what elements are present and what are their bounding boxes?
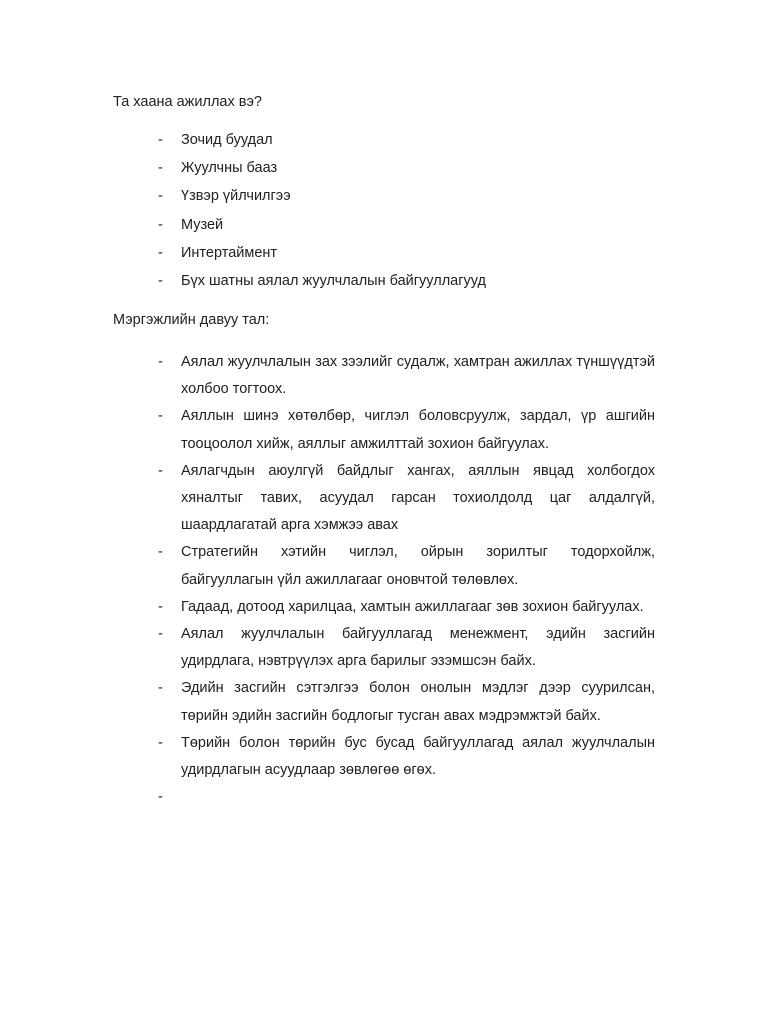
- bullet-dash: -: [158, 544, 163, 561]
- list-item-text: Аялагчдын аюулгүй байдлыг хангах, аяллын явцад холбогдох хяналтыг тавих, асуудал гарсан тохиолдолд цаг алдалгүй, шаардлагатай арга хэмжээ авах: [181, 462, 655, 534]
- list-item-text: Интертаймент: [181, 244, 278, 261]
- bullet-dash: -: [158, 244, 163, 261]
- list-item: [0, 458, 768, 540]
- bullet-dash: -: [158, 216, 163, 233]
- list-item-text: Жуулчны бааз: [181, 160, 278, 177]
- bullet-dash: -: [158, 354, 163, 370]
- list-item: [0, 675, 768, 729]
- list-item-text: Зочид буудал: [181, 132, 273, 148]
- list-item: [0, 186, 768, 214]
- list-item-text: Аялал жуулчлалын зах зээлийг судалж, хамтран ажиллах түншүүдтэй холбоо тогтоох.: [181, 354, 655, 398]
- bullet-dash: -: [158, 789, 163, 806]
- workplaces-list: [0, 130, 768, 299]
- section-heading-advantages: Мэргэжлийн давуу тал:: [113, 312, 270, 328]
- section-heading-workplaces: Та хаана ажиллах вэ?: [113, 94, 262, 110]
- bullet-dash: -: [158, 160, 163, 177]
- list-item: [0, 403, 768, 457]
- list-item-text: Бүх шатны аялал жуулчлалын байгууллагууд: [181, 272, 486, 289]
- list-item: [0, 349, 768, 403]
- list-item-text: Аялал жуулчлалын байгууллагад менежмент, эдийн засгийн удирдлага, нэвтрүүлэх арга барилыг эзэмшсэн байх.: [181, 626, 655, 670]
- list-item-text: Эдийн засгийн сэтгэлгээ болон онолын мэдлэг дээр суурилсан, төрийн эдийн засгийн бодлогыг тусган авах мэдрэмжтэй байх.: [181, 680, 655, 724]
- list-item: [0, 730, 768, 784]
- list-item-text: Стратегийн хэтийн чиглэл, ойрын зорилтыг тодорхойлж, байгууллагын үйл ажиллагааг оновчтой төлөвлөх.: [181, 544, 655, 588]
- list-item-text: Гадаад, дотоод харилцаа, хамтын ажиллагааг зөв зохион байгуулах.: [181, 598, 644, 615]
- bullet-dash: -: [158, 272, 163, 289]
- list-item-text: Музей: [181, 216, 224, 233]
- bullet-dash: -: [158, 680, 163, 697]
- list-item-empty: [0, 784, 768, 811]
- bullet-dash: -: [158, 132, 163, 148]
- bullet-dash: -: [158, 598, 163, 615]
- bullet-dash: -: [158, 626, 163, 643]
- bullet-dash: -: [158, 734, 163, 751]
- bullet-dash: -: [158, 408, 163, 425]
- list-item-text: Үзвэр үйлчилгээ: [181, 188, 291, 205]
- list-item: [0, 158, 768, 186]
- list-item: [0, 621, 768, 675]
- list-item: [0, 539, 768, 593]
- list-item: [0, 215, 768, 243]
- list-item: [0, 271, 768, 299]
- list-item: [0, 130, 768, 158]
- list-item: [0, 243, 768, 271]
- bullet-dash: -: [158, 188, 163, 205]
- list-item-text: Аяллын шинэ хөтөлбөр, чиглэл боловсруулж, зардал, үр ашгийн тооцоолол хийж, аяллыг амжилттай зохион байгуулах.: [181, 408, 655, 452]
- list-item-text: Төрийн болон төрийн бус бусад байгууллагад аялал жуулчлалын удирдлагын асуудлаар зөвлөгөө өгөх.: [181, 734, 655, 779]
- advantages-list: [0, 349, 768, 811]
- list-item: [0, 594, 768, 621]
- bullet-dash: -: [158, 462, 163, 479]
